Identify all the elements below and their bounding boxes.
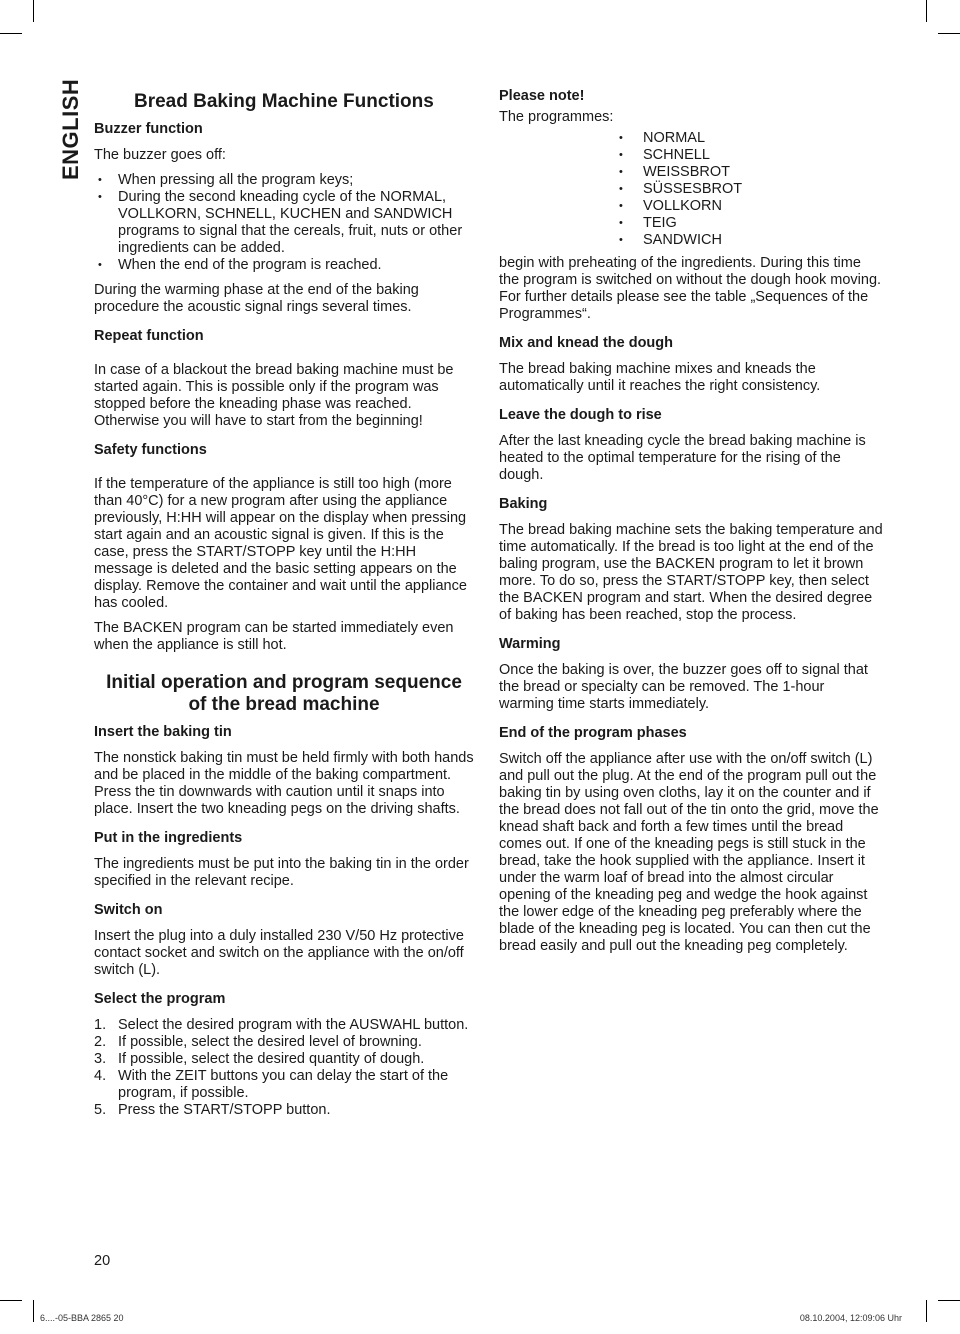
crop-mark-top-right-h: [938, 33, 960, 34]
list-item: • WEISSBROT: [619, 164, 883, 181]
note-text: begin with preheating of the ingredients. During this time the program is switched on without the dough hook moving. For further details please see the table „Sequences of the Programmes“.: [499, 255, 882, 322]
section-title-line-2: of the bread machine: [188, 694, 380, 715]
list-item: 2. If possible, select the desired level of browning.: [94, 1034, 422, 1050]
left-column: [94, 88, 474, 1119]
repeat-heading: Repeat function: [94, 328, 204, 344]
select-program-heading: Select the program: [94, 991, 226, 1007]
safety-text-2: The BACKEN program can be started immediately even when the appliance is still hot.: [94, 620, 454, 653]
page-number: 20: [94, 1253, 111, 1269]
mix-text: The bread baking machine mixes and kneads the automatically until it reaches the right consistency.: [499, 361, 821, 394]
buzzer-warming-text: During the warming phase at the end of the baking procedure the acoustic signal rings several times.: [94, 282, 419, 315]
list-item: • VOLLKORN: [619, 198, 883, 215]
insert-heading: Insert the baking tin: [94, 724, 232, 740]
note-intro: The programmes:: [499, 109, 614, 125]
warming-text: Once the baking is over, the buzzer goes off to signal that the bread or specialty can be removed. The 1-hour warming time starts immediately.: [499, 662, 868, 712]
ingredients-text: The ingredients must be put into the baking tin in the order specified in the relevant recipe.: [94, 856, 469, 889]
buzzer-heading: Buzzer function: [94, 121, 203, 137]
language-label-text: ENGLISH: [58, 78, 83, 180]
safety-heading: Safety functions: [94, 442, 207, 458]
insert-text: The nonstick baking tin must be held firmly with both hands and be placed in the middle of the baking compartment. Press the tin downwards with caution until it snaps into place. Insert the two kneading pegs on the driving shafts.: [94, 750, 474, 817]
crop-mark-top-left-h: [0, 33, 22, 34]
crop-mark-bottom-right: [926, 1300, 927, 1322]
buzzer-list: [94, 172, 474, 274]
list-item: 5. Press the START/STOPP button.: [94, 1102, 331, 1118]
list-item: • TEIG: [619, 215, 883, 232]
end-heading: End of the program phases: [499, 725, 687, 741]
warming-heading: Warming: [499, 636, 561, 652]
crop-mark-top-left: [33, 0, 34, 22]
list-item: • NORMAL: [619, 130, 883, 147]
list-item: • SCHNELL: [619, 147, 883, 164]
list-item: • SÜSSESBROT: [619, 181, 883, 198]
mix-heading: Mix and knead the dough: [499, 335, 674, 351]
note-heading: Please note!: [499, 88, 585, 104]
select-program-steps: [94, 1017, 474, 1119]
list-item: • SANDWICH: [619, 232, 883, 249]
section-title: [94, 672, 474, 716]
switch-on-heading: Switch on: [94, 902, 163, 918]
list-item: • When the end of the program is reached.: [94, 257, 474, 274]
footer-timestamp: 08.10.2004, 12:09:06 Uhr: [799, 1313, 902, 1323]
buzzer-intro: The buzzer goes off:: [94, 147, 226, 163]
section-title-line-1: Initial operation and program sequence: [106, 672, 462, 693]
crop-mark-top-right: [926, 0, 927, 22]
rise-text: After the last kneading cycle the bread baking machine is heated to the optimal temperature for the rising of the dough.: [499, 433, 866, 483]
end-text: Switch off the appliance after use with the on/off switch (L) and pull out the plug. At the end of the program pull out the baking tin by using oven cloths, lay it on the counter and if the bread does not fall out of the tin onto the grid, move the knead shaft back and forth a few times until the bread comes out. If one of the kneading pegs is still stuck in the bread, take the hook supplied with the appliance. Insert it under the warm loaf of bread into the almost circular opening of the kneading peg and wedge the hook against the lower edge of the kneading peg preferably where the blade of the kneading peg is located. You can then cut the bread easily and pull out the kneading peg completely.: [499, 751, 879, 954]
crop-mark-bottom-left: [33, 1300, 34, 1322]
safety-text-1: If the temperature of the appliance is still too high (more than 40°C) for a new program after using the appliance previously, H:HH will appear on the display when pressing start again and an acoustic signal is given. If this is the case, press the START/STOPP key until the H:HH message is deleted and the basic setting appears on the display. Remove the container and wait until the appliance has cooled.: [94, 476, 467, 611]
right-column: [499, 88, 883, 955]
baking-heading: Baking: [499, 496, 548, 512]
repeat-text: In case of a blackout the bread baking machine must be started again. This is possible only if the program was stopped before the kneading phase was reached. Otherwise you will have to start from the beginning!: [94, 362, 454, 429]
program-list: [619, 130, 883, 249]
footer-file-info: 6....-05-BBA 2865 20: [40, 1313, 124, 1323]
list-item: • During the second kneading cycle of the NORMAL, VOLLKORN, SCHNELL, KUCHEN and SANDWICH programs to signal that the cereals, fruit, nuts or other ingredients can be added.: [94, 189, 474, 257]
rise-heading: Leave the dough to rise: [499, 407, 662, 423]
crop-mark-bottom-left-h: [0, 1300, 22, 1301]
crop-mark-bottom-right-h: [938, 1300, 960, 1301]
list-item: 3. If possible, select the desired quantity of dough.: [94, 1051, 425, 1067]
switch-on-text: Insert the plug into a duly installed 230 V/50 Hz protective contact socket and switch on the appliance with the on/off switch (L).: [94, 928, 464, 978]
list-item: 1. Select the desired program with the AUSWAHL button.: [94, 1017, 469, 1033]
baking-text: The bread baking machine sets the baking temperature and time automatically. If the bread is too light at the end of the baling program, use the BACKEN program to let it brown more. To do so, press the START/STOPP key, then select the BACKEN program and start. When the desired degree of baking has been reached, stop the process.: [499, 522, 883, 623]
page-title: Bread Baking Machine Functions: [134, 91, 434, 112]
list-item: 4. With the ZEIT buttons you can delay the start of the program, if possible.: [94, 1068, 449, 1101]
list-item: • When pressing all the program keys;: [94, 172, 474, 189]
ingredients-heading: Put in the ingredients: [94, 830, 243, 846]
